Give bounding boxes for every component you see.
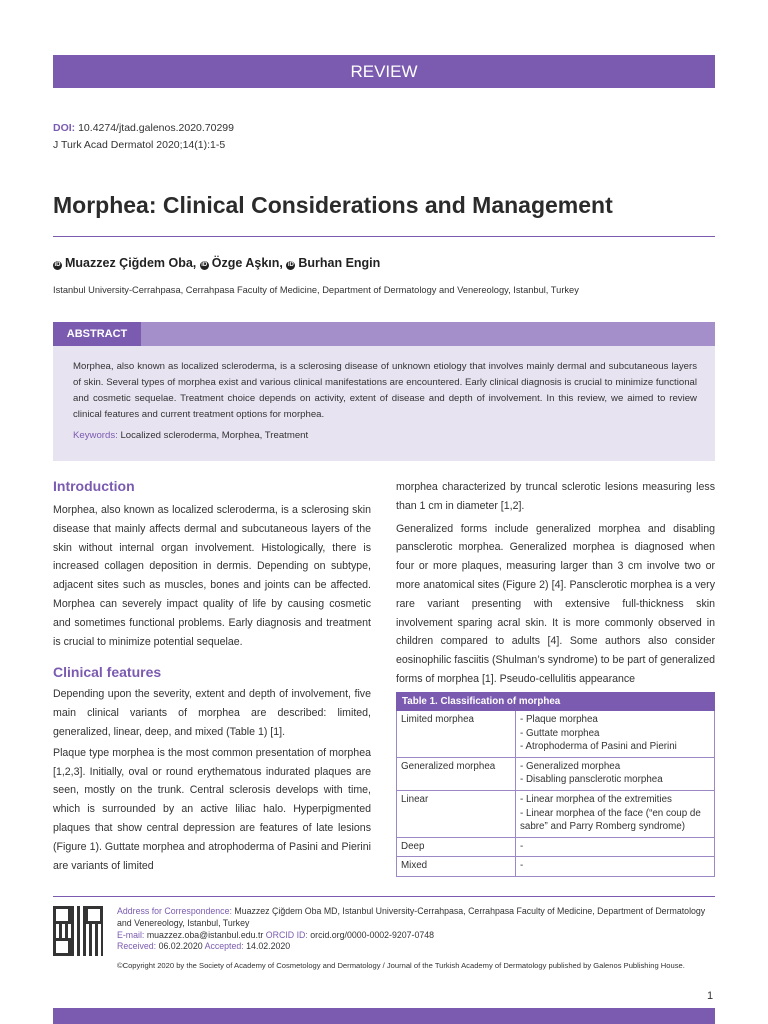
- clinical-paragraph-1: Depending upon the severity, extent and depth of involvement, five main clinical variants of morphea are described: limited, generalized, linear, deep, and mixed (Table 1) [1].: [53, 688, 371, 738]
- abstract-heading: ABSTRACT: [53, 322, 141, 346]
- copyright-notice: ©Copyright 2020 by the Society of Academy of Cosmetology and Dermatology / Journal of the Turkish Academy of Dermatology published by Galenos Publishing House.: [117, 961, 685, 970]
- accepted-date: 14.02.2020: [246, 941, 291, 952]
- orcid-link[interactable]: orcid.org/0000-0002-9207-0748: [310, 929, 435, 940]
- correspondence-address: [117, 906, 715, 930]
- author-name: Burhan Engin: [298, 256, 381, 270]
- table-cell-subtypes: [516, 711, 715, 757]
- keywords-value: Localized scleroderma, Morphea, Treatment: [120, 430, 309, 441]
- qr-finder-pattern: [85, 906, 103, 924]
- author-name: Özge Aşkın,: [211, 256, 283, 270]
- abstract-text: Morphea, also known as localized scleroderma, is a sclerosing disease of unknown etiology that involves mainly dermal and subcutaneous layers of skin. Several types of morphea exist and various clinical manifestations are encountered. Early clinical diagnosis is crucial to minimize functional and cosmetic sequelae. Treatment choice depends on activity, extent of disease and depth of involvement. In this review, we aimed to review clinical features and current treatment options for morphea.: [73, 361, 697, 420]
- subtype-item: -: [520, 840, 524, 852]
- subtype-item: - Linear morphea of the extremities: [520, 793, 672, 805]
- page-number: 1: [707, 990, 714, 1002]
- correspondence-dates: [117, 941, 715, 953]
- clinical-paragraph-2: Plaque type morphea is the most common presentation of morphea [1,2,3]. Initially, oval or round erythematous indurated plaques are seen, mostly on the trunk. Central sclerosis develops with time, which is surrounded by an active liliac halo. Hyperpigmented plaques that show central depression are features of late lesions (Figure 1). Guttate morphea and atrophoderma of Pasini and Pierini are variants of limited: [53, 746, 371, 872]
- subtype-item: - Linear morphea of the face (“en coup de sabre” and Parry Romberg syndrome): [520, 807, 701, 833]
- address-value: Muazzez Çiğdem Oba MD, Istanbul University-Cerrahpasa, Cerrahpasa Faculty of Medicine, Department of Dermatology and Venereology, Istanbul, Turkey: [117, 906, 706, 928]
- table-cell-type: Mixed: [397, 857, 516, 877]
- table-title: Table 1. Classification of morphea: [396, 692, 715, 711]
- introduction-paragraph: Morphea, also known as localized scleroderma, is a sclerosing skin disease that mainly affects dermal and subcutaneous layers of the skin without internal organ involvement. Histologically, there is increased collagen deposition in dermis. Depending on subtype, adjacent sites such as muscles, bones and joints can be affected. Morphea can severely impact quality of life by causing cosmetic and sometimes functional problems. Early diagnosis and treatment is crucial to minimize potential sequelae.: [53, 504, 371, 648]
- subtype-item: -: [520, 860, 524, 872]
- orcid-label: ORCID ID:: [265, 929, 308, 940]
- article-title: Morphea: Clinical Considerations and Management: [53, 192, 613, 218]
- right-column: [396, 478, 715, 689]
- author-list: [53, 256, 380, 270]
- subtype-item: - Atrophoderma of Pasini and Pierini: [520, 741, 677, 753]
- keywords-line: [73, 430, 308, 441]
- keywords-label: Keywords:: [73, 430, 118, 441]
- qr-code-icon[interactable]: [53, 906, 103, 956]
- orcid-icon[interactable]: iD: [201, 262, 208, 268]
- affiliation: Istanbul University-Cerrahpasa, Cerrahpasa Faculty of Medicine, Department of Dermatology and Venereology, Istanbul, Turkey: [53, 285, 579, 295]
- title-divider: [53, 236, 715, 237]
- qr-finder-pattern: [53, 938, 71, 956]
- article-type-banner: REVIEW: [53, 55, 715, 88]
- table-body: [396, 711, 715, 877]
- table-row: [397, 857, 715, 877]
- table-cell-subtypes: [516, 857, 715, 877]
- correspondence-block: [117, 906, 715, 953]
- table-cell-type: Generalized morphea: [397, 757, 516, 790]
- correspondence-divider: [53, 896, 715, 897]
- right-paragraph-1: morphea characterized by truncal sclerotic lesions measuring less than 1 cm in diameter [1,2].: [396, 481, 715, 512]
- table-cell-type: Deep: [397, 837, 516, 857]
- table-row: [397, 757, 715, 790]
- table-row: [397, 790, 715, 837]
- received-date: 06.02.2020: [158, 941, 203, 952]
- left-column: [53, 478, 371, 875]
- subtype-item: - Plaque morphea: [520, 714, 598, 725]
- table-row: [397, 837, 715, 857]
- email-link[interactable]: muazzez.oba@istanbul.edu.tr: [146, 929, 264, 940]
- section-heading-clinical-features: Clinical features: [53, 664, 162, 681]
- footer-bar: [53, 1008, 715, 1024]
- table-cell-type: Linear: [397, 790, 516, 837]
- table-cell-subtypes: [516, 790, 715, 837]
- right-paragraph-2: Generalized forms include generalized morphea and disabling pansclerotic morphea. Generalized morphea is diagnosed when four or more plaques, measuring larger than 3 cm involve two or more anatomical sites (Figure 2) [4]. Pansclerotic morphea is a very rare variant presenting with extensive full-thickness skin involvement sparing acral skin. It is more commonly observed in children compared to adults [4]. Some authors also consider eosinophilic fasciitis (Shulman’s syndrome) to be part of generalized forms of morphea [1]. Pseudo-cellulitis appearance: [396, 522, 715, 685]
- accepted-label: Accepted:: [204, 941, 244, 952]
- table-row: [397, 711, 715, 757]
- section-heading-introduction: Introduction: [53, 478, 135, 494]
- correspondence-contact: [117, 930, 715, 942]
- doi-line: [53, 122, 234, 134]
- journal-citation: J Turk Acad Dermatol 2020;14(1):1-5: [53, 139, 226, 151]
- received-label: Received:: [117, 941, 157, 952]
- subtype-item: - Guttate morphea: [520, 727, 600, 739]
- address-label: Address for Correspondence:: [117, 906, 232, 916]
- table-cell-subtypes: [516, 837, 715, 857]
- doi-label: DOI:: [53, 122, 76, 134]
- abstract-box: [53, 322, 715, 461]
- abstract-header-bar: [53, 322, 715, 346]
- qr-finder-pattern: [53, 906, 71, 924]
- author-name: Muazzez Çiğdem Oba,: [65, 256, 197, 270]
- table-cell-subtypes: [516, 757, 715, 790]
- table-cell-type: Limited morphea: [397, 711, 516, 757]
- classification-table: [396, 692, 715, 877]
- doi-value[interactable]: 10.4274/jtad.galenos.2020.70299: [78, 122, 234, 134]
- orcid-icon[interactable]: iD: [287, 262, 294, 268]
- subtype-item: - Generalized morphea: [520, 760, 621, 772]
- subtype-item: - Disabling pansclerotic morphea: [520, 774, 663, 786]
- orcid-icon[interactable]: iD: [54, 262, 61, 268]
- email-label: E-mail:: [117, 929, 145, 940]
